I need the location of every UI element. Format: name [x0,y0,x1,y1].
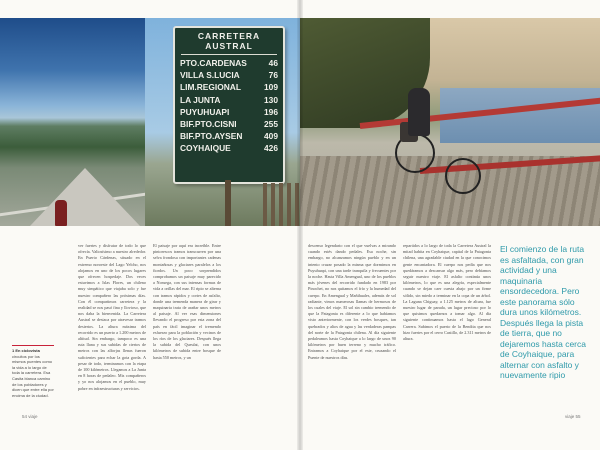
bridge-cyclist-photo [300,18,600,226]
road-sign-photo [145,18,300,226]
sign-row: LA JUNTA 130 [180,94,278,105]
cyclist-figure [55,200,67,226]
wooden-fence [263,183,300,226]
sign-row: BIF.PTO.AYSEN 409 [180,131,278,142]
sign-row: BIF.PTO.CISNI 255 [180,119,278,130]
body-column-3: descenso legendario con el que vuelvas a mirando cuando estés dando pedales. Esa noche, sin embargo, no alcanzamos ningún pueblo y en un intento cruzar posado la misma que dormimos en Puyuhuapi, con una tarde tranquila y frecuentes por la noche. Hasta Villa Amengual, uno de los pueblos más jóvenes del recorrido fundado en 1983 por Pinochet, no nos quitamos el frío y la humedad del cuerpo. En Amengual y Mañihuales, además de sol radiante, vimos numerosas llamas de hermosos de los cuales del viaje. El sol sin cambio tremendo de que la Patagonia es diferente a lo que habíamos visto anteriormente, con los verdes bosques, tan quebrados y altos de agua y las verdaderas pampas del norte de la Patagonia chilena. Al día siguiente pedaleamos hasta Coyhaique a lo largo de unos 90 kilómetros por buen terreno y mucho tráfico. Entramos a Coyhaique por el este, cruzando el Puente de nuestros días. [308,243,396,360]
pull-quote: El comienzo de la ruta es asfaltada, con gran actividad y una maquinaria ensordecedora. Pero este panorama sólo dura unos kilómetros. Después llega la pista de tierra, que no dejaremos hasta cerca de Coyhaique, para alternar con asfalto y nuevamente ripio [500,244,586,380]
carretera-austral-sign [173,26,285,184]
folio-left: 54 viaje [22,414,38,419]
sign-row: LIM.REGIONAL 109 [180,82,278,93]
body-column-1: ver fuertes y disfrutar de todo lo que ofrecía. Valiosísimo a nuestro alrededor. En Puerto Cárdenas, situado en el extremo noroeste del Lago Yelcho, nos alojamos en uno de los pocos lugares que ofrecen hospedaje. Dos veces estuvimos a Islas Flores, un chileno muy simpático que viajaba solo y fue nuestro compañero las próximas días. Con él compartimos carretera y la realidad se nos pasó fina y llovioso, que nos daba la bienvenida. La Carretera Austral se destaca por atravesar tramos desiertos. La altura máxima del recorrido es un puerto a 1.200 metros de altitud. Sin embargo, tampoco es una ruta llana y sus subidas de ciertos de metros con las alforjas llenas fueron suficientes para echar la gota gorda. A pesar de todo, terminamos con la etapa de 100 kilómetros. Llegamos a La Junta en 8 horas de pedaleo. Mis compañeros y yo nos alojamos en el pueblo, muy pobre en infraestructuras y servicios. [78,243,146,391]
sign-row: PTO.CARDENAS 46 [180,58,278,68]
spine-gutter [297,0,303,450]
body-column-4: repartidos a lo largo de toda la Carretera Austral la mitad habita en Coyhaique, capital de la Patagonia chilena, una agradable ciudad en la que conocimos gente encantadora. El cuerpo nos pedía que nos quedáramos a descansar algo más, pero debíamos seguir nuestro viaje. El asfalto continúa unos kilómetros, lo que es una alegría, especialmente cuando se dejan caer cuesta abajo por un firme sólido, sin miedo a terminar en la copa de un árbol. La Laguna Chiguay, a 1.125 metros de altura, fue nuestro lugar de parada, un lugar precioso por lo que quisimos quedarnos a tomar algo. Al día siguiente continuamos hasta el lago General Carrera. Subimos el puerto de la Bendita que nos hizo fuertes por el cerro Castillo, de 2.311 metros de altura. [403,243,491,342]
photo-caption [12,345,54,398]
sign-title: CARRETERA AUSTRAL [181,28,277,55]
sign-row: COYHAIQUE 426 [180,143,278,154]
caption-bold: 1 En ciclovista [12,348,40,353]
right-page [300,0,600,450]
cyclist-road-photo [0,18,145,226]
body-column-2: El paisaje por aquí era increíble. Entre pintorescos tramos transcurren por una selva frondosa con importantes cadenas montañosas y glaciares paralelos a los fiordos. Un poco sorprendidos comprobamos un paisaje muy parecido a Noruega, con sus intensas formas de vida a orillas del mar. El ripio se alterna con tramos rápidos y cortes de asfalto, donde una tremenda manera de girar y maquinaria trata de arañar unos metros al paisaje. Al ver esas dimensiones llevando el progreso por esta zona del país en fácil imaginar el tremendo esfuerzo para la población y vecinos de los ríos de los glaciares. Después llega la subida del Queulat, con unos kilómetros de subida entre bosque de hasta 550 metros, y un [153,243,221,360]
road [30,168,140,226]
sign-row: PUYUHUAPI 196 [180,106,278,117]
cyclist-figure [408,88,430,136]
folio-right: viaje 55 [565,414,581,419]
bicycle-wheel [445,158,481,194]
sign-row: VILLA S.LUCIA 76 [180,70,278,81]
caption-text: circuitos por los mismos puentes como la vida a lo largo de toda la carretera. Esa Casita blanca camino de los pobladores y dicen que entre ella por encima de la ciudad. [12,353,54,398]
sign-post [225,180,231,226]
